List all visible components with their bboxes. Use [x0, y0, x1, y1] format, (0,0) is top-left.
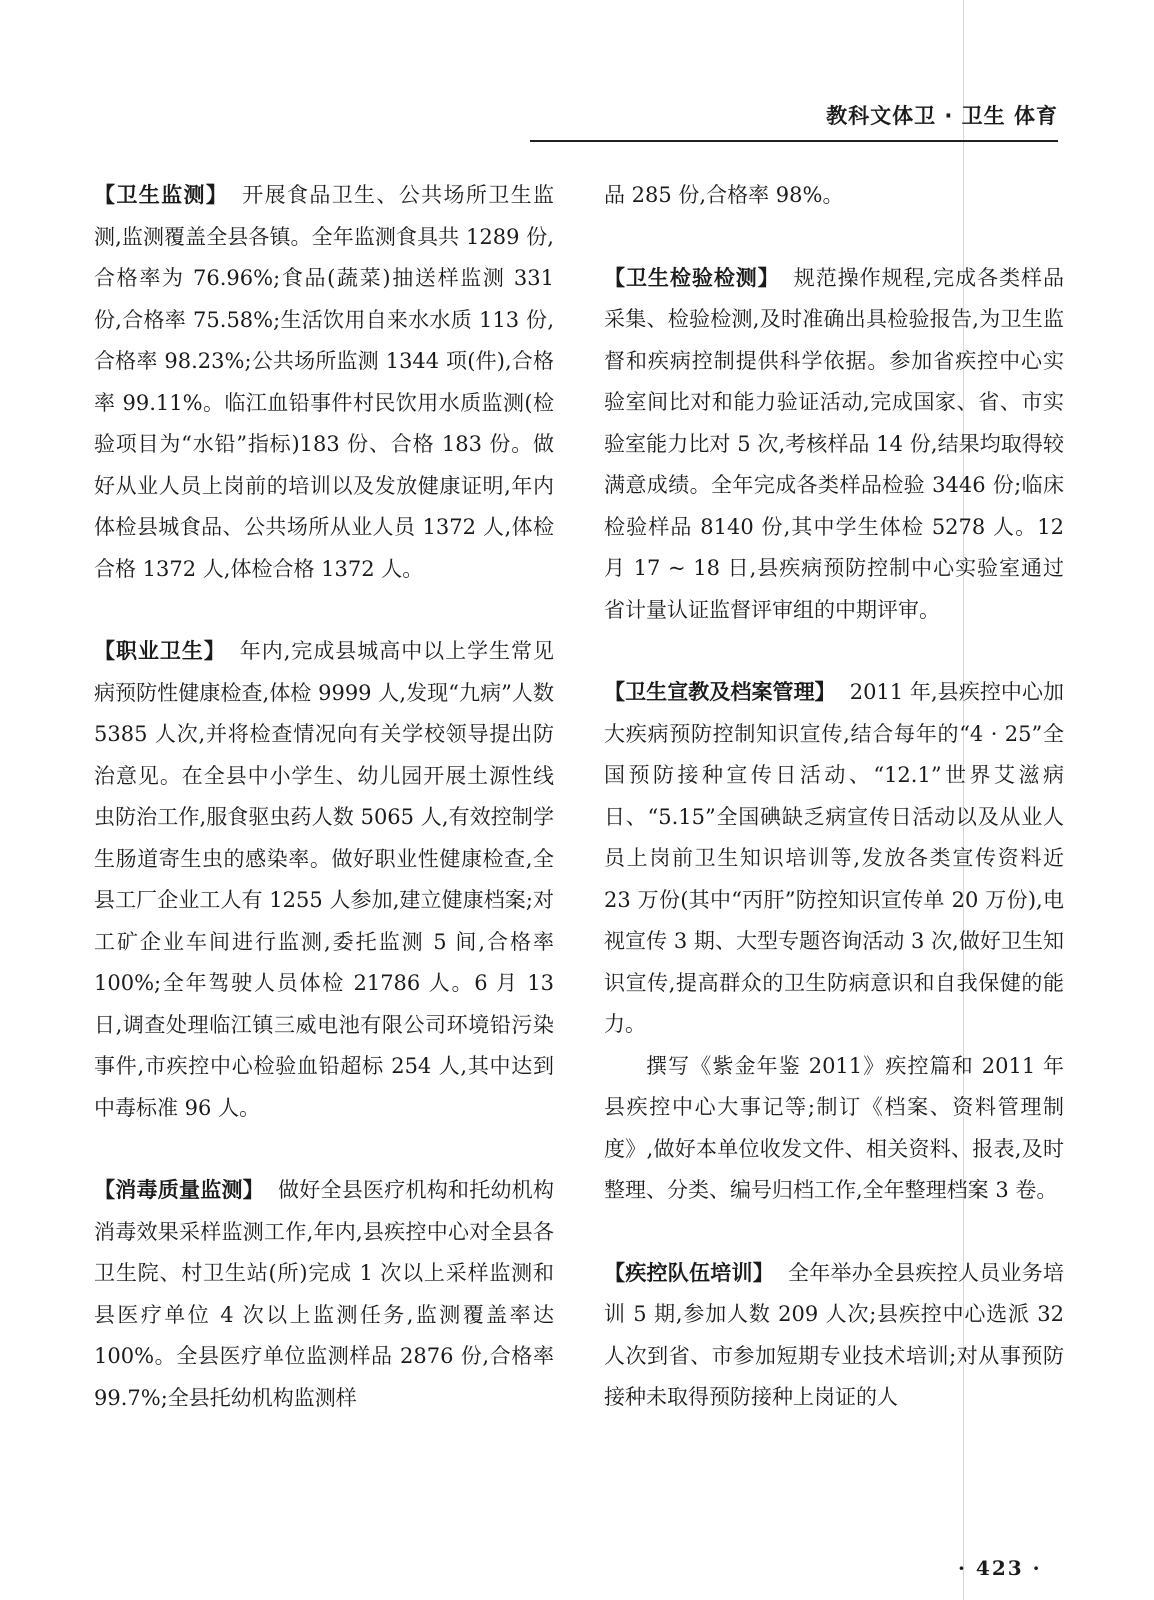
section-heading: 【卫生检验检测】: [604, 265, 780, 290]
section-body: 2011 年,县疾控中心加大疾病预防控制知识宣传,结合每年的“4 · 25”全国预防接种宣传日活动、“12.1”世界艾滋病日、“5.15”全国碘缺乏病宣传日活动以及从业人员上岗前卫生知识培训等,发放各类宣传资料近 23 万份(其中“丙肝”防控知识宣传单 20 万份),电视宣传 3 期、大型专题咨询活动 3 次,做好卫生知识宣传,提高群众的卫生防病意识和自我保健的能力。: [604, 680, 1065, 1036]
continued-text: 品 285 份,合格率 98%。: [604, 183, 844, 207]
section-heading: 【疾控队伍培训】: [604, 1260, 774, 1285]
header-rule: [530, 140, 1058, 142]
running-header: 教科文体卫 · 卫生 体育: [826, 104, 1058, 128]
section-health-education: [604, 672, 1064, 1046]
section-heading: 【卫生宣教及档案管理】: [604, 680, 836, 704]
section-staff-training: [604, 1253, 1064, 1419]
section-body: 全年举办全县疾控人员业务培训 5 期,参加人数 209 人次;县疾控中心选派 32 人次到省、市参加短期专业技术培训;对从事预防接种未取得预防接种上岗证的人: [604, 1260, 1064, 1409]
page-number: · 423 ·: [958, 1556, 1042, 1580]
section-body: 做好全县医疗机构和托幼机构消毒效果采样监测工作,年内,县疾控中心对全县各卫生院、村卫生站(所)完成 1 次以上采样监测和县医疗单位 4 次以上监测任务,监测覆盖率达 100%。全县医疗单位监测样品 2876 份,合格率 99.7%;全县托幼机构监测样: [94, 1178, 554, 1410]
section-heading: 【职业卫生】: [94, 639, 226, 663]
right-column: [604, 175, 1064, 1419]
section-health-monitoring: [94, 175, 554, 590]
section-heading: 【消毒质量监测】: [94, 1178, 264, 1202]
section-disinfection-monitoring: [94, 1170, 554, 1419]
section-lab-testing: [604, 258, 1064, 632]
section-body: 年内,完成县城高中以上学生常见病预防性健康检查,体检 9999 人,发现“九病”人数 5385 人次,并将检查情况向有关学校领导提出防治意见。在全县中小学生、幼儿园开展土源性线虫防治工作,服食驱虫药人数 5065 人,有效控制学生肠道寄生虫的感染率。做好职业性健康检查,全县工厂企业工人有 1255 人参加,建立健康档案;对工矿企业车间进行监测,委托监测 5 间,合格率 100%;全年驾驶人员体检 21786 人。6 月 13 日,调查处理临江镇三威电池有限公司环境铅污染事件,市疾控中心检验血铅超标 254 人,其中达到中毒标准 96 人。: [94, 639, 554, 1120]
section-body: 开展食品卫生、公共场所卫生监测,监测覆盖全县各镇。全年监测食具共 1289 份,合格率为 76.96%;食品(蔬菜)抽送样监测 331 份,合格率 75.58%;生活饮用自来水水质 113 份,合格率 98.23%;公共场所监测 1344 项(件),合格率 99.11%。临江血铅事件村民饮用水质监测(检验项目为“水铅”指标)183 份、合格 183 份。做好从业人员上岗前的培训以及发放健康证明,年内体检县城食品、公共场所从业人员 1372 人,体检合格 1372 人,体检合格 1372 人。: [94, 183, 555, 581]
left-column: [94, 175, 554, 1419]
section-occupational-health: [94, 631, 554, 1129]
section-heading: 【卫生监测】: [94, 183, 229, 207]
section-body: 规范操作规程,完成各类样品采集、检验检测,及时准确出具检验报告,为卫生监督和疾病控制提供科学依据。参加省疾控中心实验室间比对和能力验证活动,完成国家、省、市实验室能力比对 5 次,考核样品 14 份,结果均取得较满意成绩。全年完成各类样品检验 3446 份;临床检验样品 8140 份,其中学生体检 5278 人。12 月 17 ~ 18 日,县疾病预防控制中心实验室通过省计量认证监督评审组的中期评审。: [604, 265, 1064, 622]
section-archive-paragraph: 撰写《紫金年鉴 2011》疾控篇和 2011 年县疾控中心大事记等;制订《档案、资料管理制度》,做好本单位收发文件、相关资料、报表,及时整理、分类、编号归档工作,全年整理档案 3 卷。: [604, 1053, 1064, 1202]
